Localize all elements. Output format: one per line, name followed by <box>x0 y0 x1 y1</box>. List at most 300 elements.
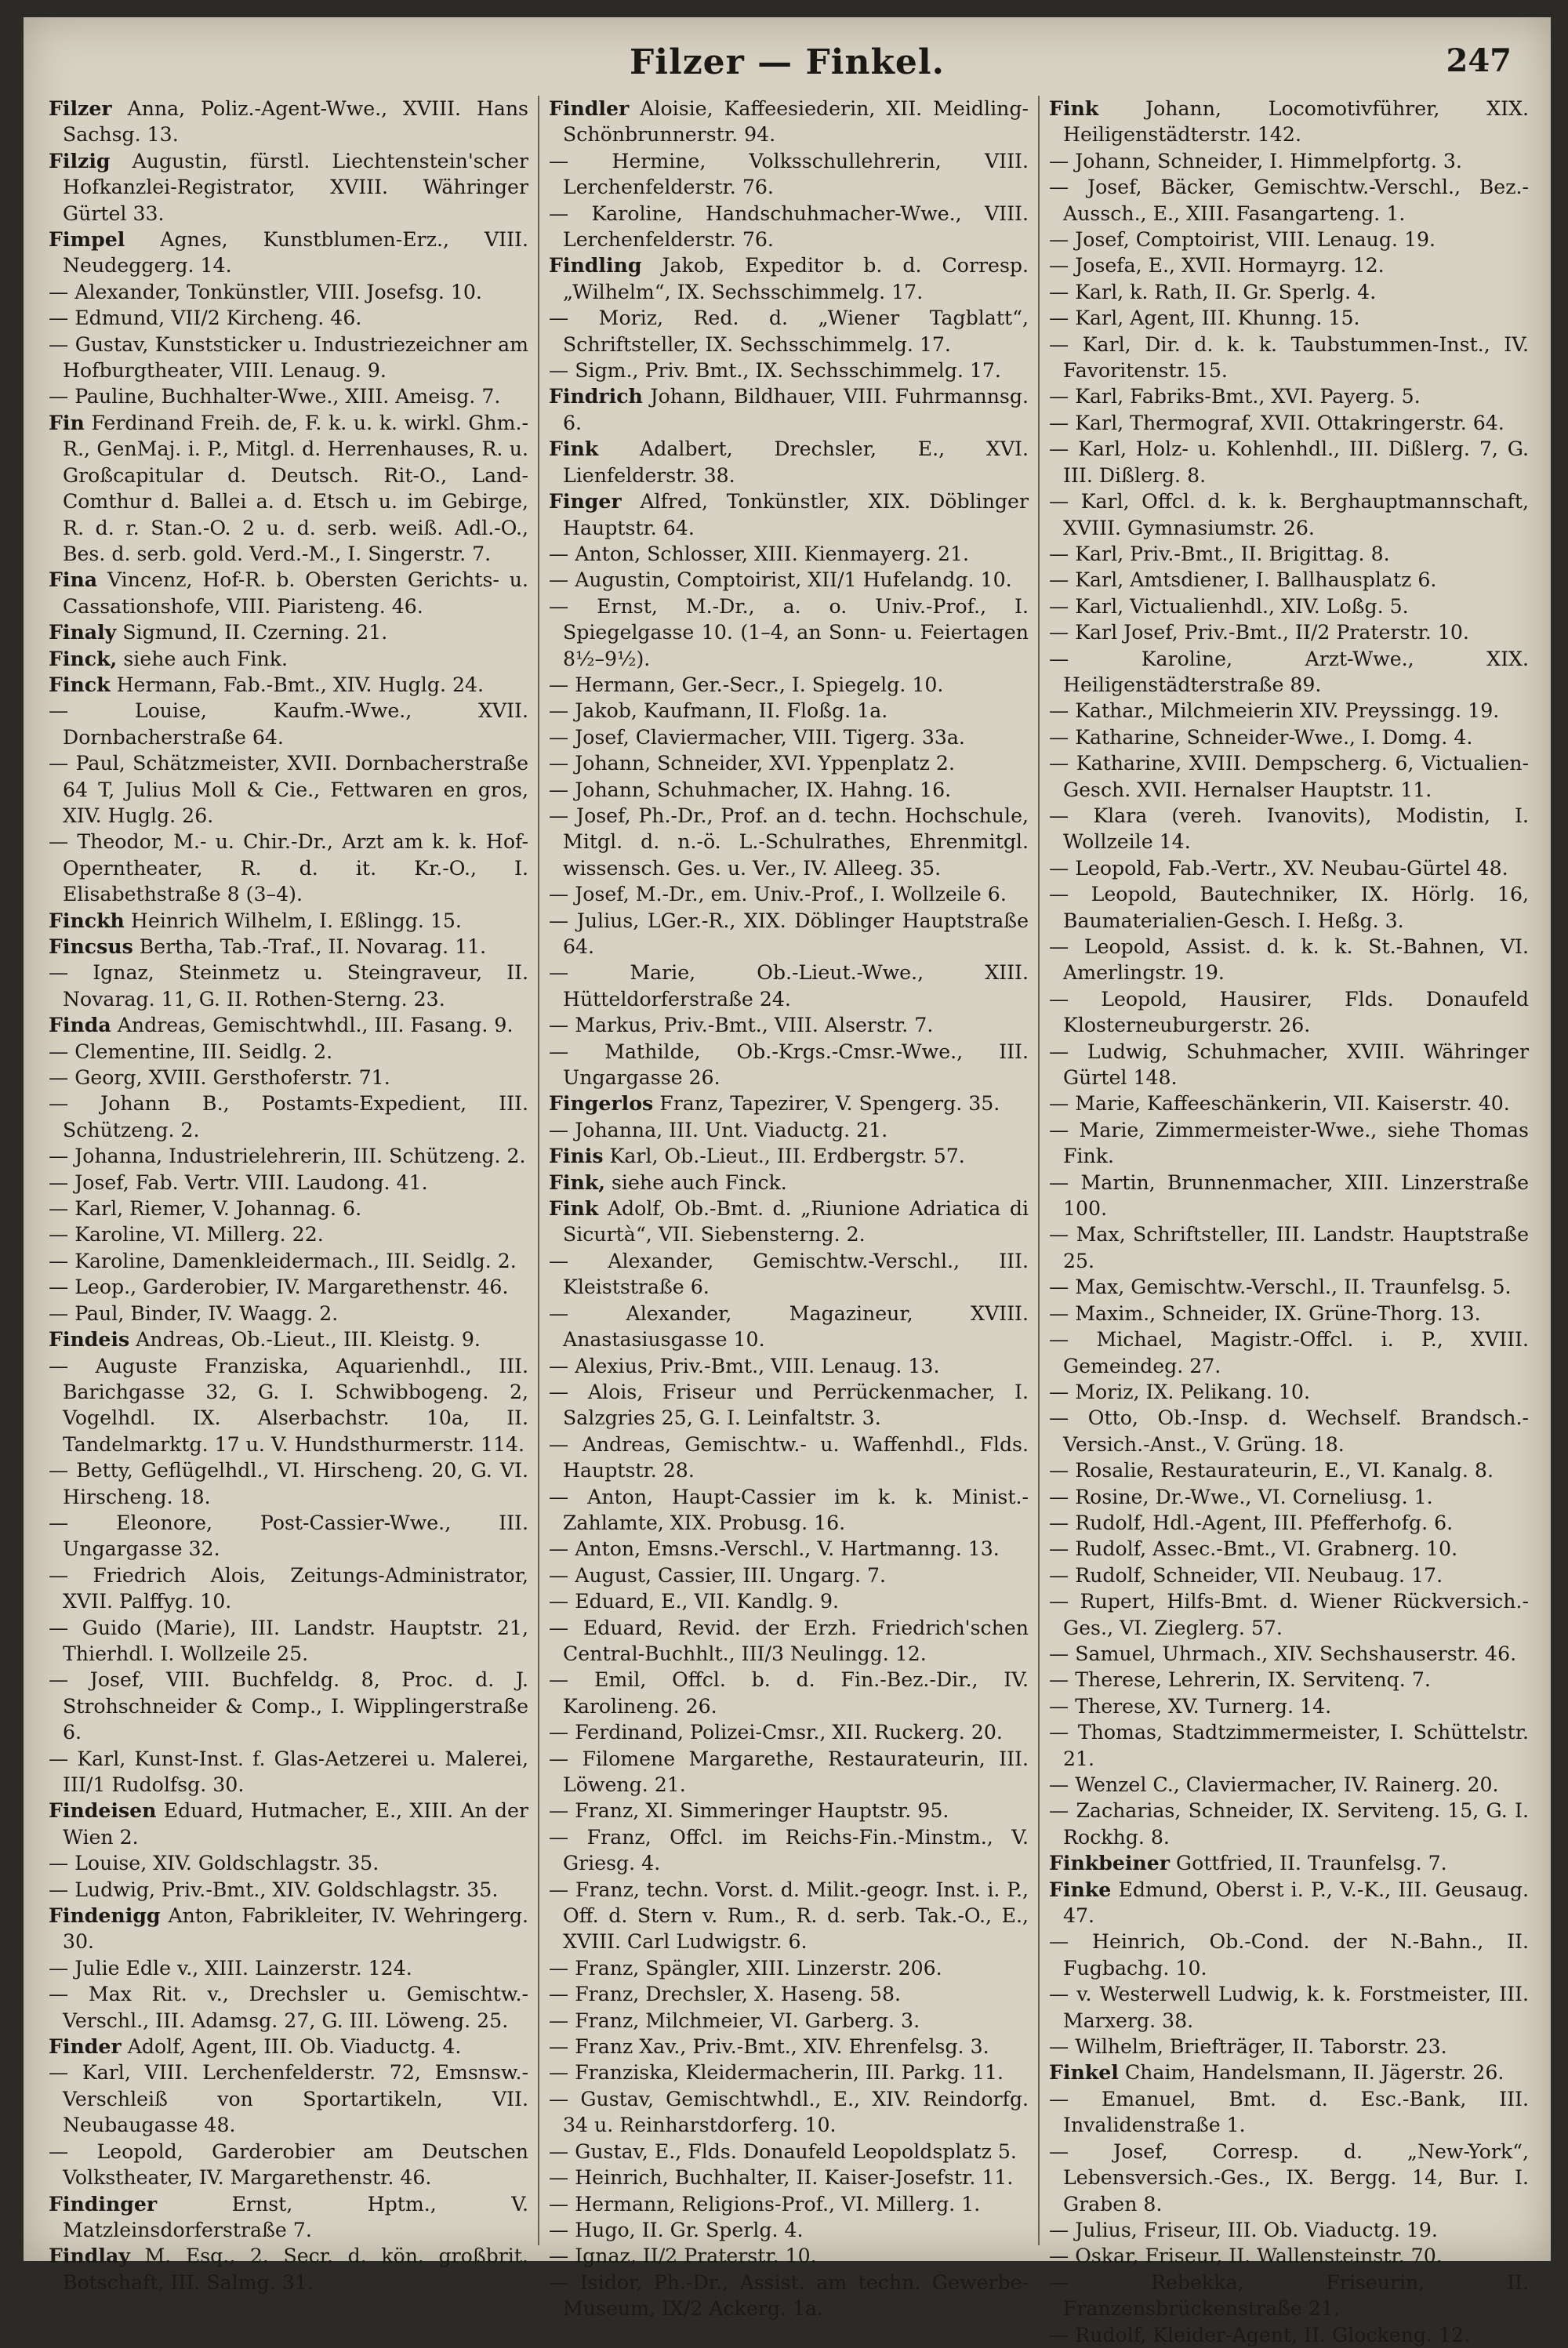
directory-entry <box>1049 1484 1529 1510</box>
directory-entry <box>1049 1170 1529 1222</box>
entry-text: Agnes, Kunstblumen-Erz., VIII. Neudeggerg. 14. <box>63 228 528 278</box>
directory-entry <box>1049 1850 1529 1876</box>
directory-entry <box>549 2243 1029 2269</box>
directory-entry <box>1049 698 1529 724</box>
entry-text: Zacharias, Schneider, IX. Serviteng. 15, G. I. Rockhg. 8. <box>1063 1799 1529 1849</box>
directory-entry <box>1049 1798 1529 1850</box>
directory-entry <box>549 1039 1029 1091</box>
entry-text: Karl, Agent, III. Khunng. 15. <box>1075 307 1360 330</box>
entry-surname: Finaly <box>49 620 117 644</box>
entry-text: Karoline, Damenkleidermach., III. Seidlg. 2. <box>74 1249 517 1272</box>
directory-entry <box>49 1562 528 1615</box>
entry-text: Sigmund, II. Czerning. 21. <box>122 621 388 644</box>
entry-surname: Fina <box>49 568 98 592</box>
entry-text: Andreas, Gemischtwhdl., III. Fasang. 9. <box>117 1014 514 1037</box>
entry-text: Marie, Zimmermeister-Wwe., siehe Thomas Fink. <box>1063 1118 1529 1168</box>
directory-entry <box>49 829 528 907</box>
directory-entry <box>549 2059 1029 2085</box>
directory-entry <box>549 750 1029 776</box>
directory-entry <box>49 1039 528 1065</box>
entry-text: Wilhelm, Briefträger, II. Taborstr. 23. <box>1075 2035 1447 2059</box>
directory-entry <box>1049 148 1529 174</box>
entry-text: Karoline, VI. Millerg. 22. <box>74 1223 324 1247</box>
directory-entry <box>549 488 1029 541</box>
directory-entry <box>49 1170 528 1196</box>
entry-text: Max Rit. v., Drechsler u. Gemischtw.-Verschl., III. Adamsg. 27, G. III. Löweng. 25. <box>63 1983 528 2032</box>
directory-entry <box>549 1432 1029 1484</box>
directory-entry <box>49 96 528 148</box>
entry-text: Julius, LGer.-R., XIX. Döblinger Hauptstraße 64. <box>563 909 1029 958</box>
entry-text: Heinrich Wilhelm, I. Eßlingg. 15. <box>130 909 462 932</box>
entry-text: Max, Schriftsteller, III. Landstr. Hauptstraße 25. <box>1063 1223 1529 1272</box>
directory-entry <box>1049 1274 1529 1300</box>
entry-text: Paul, Schätzmeister, XVII. Dornbacherstraße 64 T, Julius Moll & Cie., Fettwaren en gros, XIV. Huglg. 26. <box>63 752 528 827</box>
directory-entry <box>549 2191 1029 2217</box>
entry-text: Karl, Offcl. d. k. k. Berghauptmannschaft, XVIII. Gymnasiumstr. 26. <box>1063 490 1529 539</box>
entry-text: Moriz, Red. d. „Wiener Tagblatt“, Schriftsteller, IX. Sechsschimmelg. 17. <box>563 307 1029 356</box>
entry-text: Katharine, Schneider-Wwe., I. Domg. 4. <box>1075 725 1473 749</box>
entry-surname: Finger <box>549 489 622 514</box>
directory-entry <box>49 410 528 567</box>
directory-entry <box>549 908 1029 960</box>
directory-entry <box>49 1091 528 1143</box>
directory-entry <box>549 357 1029 383</box>
directory-entry <box>1049 1981 1529 2034</box>
directory-entry <box>49 1457 528 1510</box>
entry-text: Max, Gemischtw.-Verschl., II. Traunfelsg. 5. <box>1075 1276 1512 1299</box>
directory-entry <box>49 148 528 227</box>
entry-text: Karl, Amtsdiener, I. Ballhausplatz 6. <box>1075 568 1437 592</box>
entry-text: Hermann, Religions-Prof., VI. Millerg. 1. <box>575 2192 981 2216</box>
entry-text: Rudolf, Hdl.-Agent, III. Pfefferhofg. 6. <box>1075 1511 1454 1534</box>
entry-surname: Finck, <box>49 646 118 670</box>
entry-text: Karl Josef, Priv.-Bmt., II/2 Praterstr. 10. <box>1075 621 1469 644</box>
entry-text: Alexander, Gemischtw.-Verschl., III. Kleiststraße 6. <box>563 1249 1029 1299</box>
entry-text: Leop., Garderobier, IV. Margarethenstr. 46. <box>74 1276 509 1299</box>
entry-text: Johann, Bildhauer, VIII. Fuhrmannsg. 6. <box>563 385 1029 434</box>
entry-surname: Findinger <box>49 2191 158 2216</box>
entry-surname: Findrich <box>549 384 643 408</box>
directory-entry <box>49 332 528 384</box>
entry-text: M. Esq., 2. Secr. d. kön. großbrit. Botschaft, III. Salmg. 31. <box>63 2245 528 2294</box>
directory-entry <box>1049 1719 1529 1772</box>
entry-text: Ludwig, Priv.-Bmt., XIV. Goldschlagstr. 35. <box>74 1878 499 1901</box>
entry-text: Rebekka, Friseurin, II. Franzensbrückenstraße 21. <box>1063 2270 1529 2321</box>
directory-entry <box>49 1221 528 1247</box>
entry-text: Karl, Holz- u. Kohlenhdl., III. Dißlerg. 7, G. III. Dißlerg. 8. <box>1063 437 1529 487</box>
entry-surname: Fingerlos <box>549 1091 654 1116</box>
directory-entry <box>549 201 1029 253</box>
entry-text: Josef, Comptoirist, VIII. Lenaug. 19. <box>1075 228 1436 252</box>
entry-text: Rudolf, Schneider, VII. Neubaug. 17. <box>1075 1563 1443 1587</box>
directory-entry <box>1049 2139 1529 2217</box>
directory-entry <box>549 1484 1029 1537</box>
directory-entry <box>49 1798 528 1850</box>
entry-surname: Fimpel <box>49 227 125 252</box>
entry-text: Karl, Priv.-Bmt., II. Brigittag. 8. <box>1075 542 1390 565</box>
entry-surname: Finckh <box>49 908 125 932</box>
entry-text: Isidor, Ph.-Dr., Assist. am techn. Gewerbe-Museum, IX/2 Ackerg. 1a. <box>563 2270 1029 2321</box>
entry-text: Theodor, M.- u. Chir.-Dr., Arzt am k. k. Hof-Operntheater, R. d. it. Kr.-O., I. Elisabethstraße 8 (3–4). <box>63 830 528 906</box>
entry-text: Karl, Ob.-Lieut., III. Erdbergstr. 57. <box>609 1145 965 1168</box>
entry-text: Josef, Corresp. d. „New-York“, Lebensversich.-Ges., IX. Bergg. 14, Bur. I. Graben 8. <box>1063 2139 1529 2216</box>
directory-entry <box>1049 2270 1529 2322</box>
directory-entry <box>1049 1641 1529 1667</box>
entry-text: Josef, Bäcker, Gemischtw.-Verschl., Bez.-Aussch., E., XIII. Fasangarteng. 1. <box>1063 176 1529 225</box>
entry-text: Karl, k. Rath, II. Gr. Sperlg. 4. <box>1075 280 1377 303</box>
directory-entry <box>1049 1457 1529 1483</box>
directory-entry <box>49 1850 528 1876</box>
directory-entry <box>49 619 528 645</box>
entry-text: Franziska, Kleidermacherin, III. Parkg. 11. <box>575 2061 1004 2085</box>
directory-entry <box>549 698 1029 724</box>
entry-text: Karoline, Arzt-Wwe., XIX. Heiligenstädterstraße 89. <box>1063 647 1529 696</box>
entry-text: Therese, XV. Turnerg. 14. <box>1075 1694 1332 1718</box>
directory-entry <box>549 96 1029 148</box>
directory-entry <box>49 1877 528 1903</box>
directory-entry <box>1049 1221 1529 1274</box>
directory-entry <box>549 2165 1029 2190</box>
entry-text: Karl, Riemer, V. Johannag. 6. <box>74 1197 362 1221</box>
directory-entry <box>549 1012 1029 1038</box>
column-right <box>1040 96 1538 2346</box>
directory-entry <box>549 1301 1029 1353</box>
directory-entry <box>549 383 1029 436</box>
entry-surname: Finder <box>49 2034 122 2059</box>
entry-text: Ferdinand Freih. de, F. k. u. k. wirkl. Ghm.-R., GenMaj. i. P., Mitgl. d. Herrenhauses, R. u. Großcapitular d. Deutsch. Rit-O., Land-Comthur d. Ballei a. d. Etsch u. im Gebirge, R. d. r. Stan.-O. 2 u. d. serb. weiß. Adl.-O., Bes. d. serb. gold. Verd.-M., I. Singerstr. 7. <box>63 411 528 565</box>
entry-text: Alexander, Tonkünstler, VIII. Josefsg. 10. <box>74 280 482 303</box>
directory-entry <box>1049 803 1529 855</box>
directory-entry <box>1049 227 1529 252</box>
directory-entry <box>49 1301 528 1326</box>
entry-text: Leopold, Assist. d. k. k. St.-Bahnen, VI. Amerlingstr. 19. <box>1063 935 1529 985</box>
entry-text: Ernst, Hptm., V. Matzleinsdorferstraße 7. <box>63 2192 528 2241</box>
entry-text: Josefa, E., XVII. Hormayrg. 12. <box>1075 254 1385 278</box>
entry-text: Mathilde, Ob.-Krgs.-Cmsr.-Wwe., III. Ungargasse 26. <box>563 1040 1029 1090</box>
entry-text: Karl, Kunst-Inst. f. Glas-Aetzerei u. Malerei, III/1 Rudolfsg. 30. <box>63 1747 528 1796</box>
directory-entry <box>1049 1693 1529 1719</box>
directory-entry <box>1049 410 1529 436</box>
entry-text: Adalbert, Drechsler, E., XVI. Lienfelderstr. 38. <box>563 437 1029 487</box>
entry-text: Martin, Brunnenmacher, XIII. Linzerstraße 100. <box>1063 1170 1529 1221</box>
running-title: Filzer — Finkel. <box>630 42 945 82</box>
entry-text: Franz, Spängler, XIII. Linzerstr. 206. <box>575 1956 942 1980</box>
entry-text: Guido (Marie), III. Landstr. Hauptstr. 21, Thierhdl. I. Wollzeile 25. <box>63 1616 528 1665</box>
directory-entry <box>1049 934 1529 986</box>
directory-entry <box>49 750 528 829</box>
directory-entry <box>49 1143 528 1169</box>
directory-entry <box>49 227 528 279</box>
entry-text: Otto, Ob.-Insp. d. Wechself. Brandsch.-Versich.-Anst., V. Grüng. 18. <box>1063 1406 1529 1456</box>
directory-entry <box>49 1065 528 1091</box>
entry-text: Eleonore, Post-Cassier-Wwe., III. Ungargasse 32. <box>63 1511 528 1561</box>
entry-text: Julius, Friseur, III. Ob. Viaductg. 19. <box>1075 2218 1438 2241</box>
entry-text: Aloisie, Kaffeesiederin, XII. Meidling-Schönbrunnerstr. 94. <box>563 97 1029 147</box>
directory-entry <box>1049 567 1529 593</box>
entry-text: Franz, XI. Simmeringer Hauptstr. 95. <box>575 1799 949 1823</box>
entry-text: Heinrich, Buchhalter, II. Kaiser-Josefstr. 11. <box>575 2166 1014 2190</box>
directory-entry <box>549 1379 1029 1432</box>
entry-text: Augustin, Comptoirist, XII/1 Hufelandg. 10. <box>575 568 1012 592</box>
directory-entry <box>1049 724 1529 750</box>
entry-text: Oskar, Friseur, II. Wallensteinstr. 70. <box>1075 2245 1443 2268</box>
entry-text: Edmund, Oberst i. P., V.-K., III. Geusaug. 47. <box>1063 1878 1529 1928</box>
entry-text: Hugo, II. Gr. Sperlg. 4. <box>575 2218 804 2241</box>
entry-text: Moriz, IX. Pelikang. 10. <box>1075 1380 1310 1403</box>
entry-surname: Fink <box>1049 96 1099 120</box>
entry-text: Chaim, Handelsmann, II. Jägerstr. 26. <box>1124 2061 1504 2085</box>
entry-text: Johanna, Industrielehrerin, III. Schützeng. 2. <box>74 1145 526 1168</box>
entry-text: Markus, Priv.-Bmt., VIII. Alserstr. 7. <box>575 1014 934 1037</box>
directory-entry <box>1049 986 1529 1039</box>
entry-text: Josef, VIII. Buchfeldg. 8, Proc. d. J. Strohschneider & Comp., I. Wipplingerstraße 6. <box>63 1668 528 1744</box>
directory-entry <box>1049 332 1529 384</box>
column-left <box>39 96 539 2294</box>
directory-entry <box>549 436 1029 488</box>
directory-page <box>24 17 1551 2346</box>
entry-text: Anton, Schlosser, XIII. Kienmayerg. 21. <box>575 542 970 565</box>
entry-text: Paul, Binder, IV. Waagg. 2. <box>74 1301 339 1325</box>
directory-entry <box>1049 541 1529 567</box>
entry-text: Karl, Victualienhdl., XIV. Loßg. 5. <box>1075 594 1409 618</box>
entry-text: Gustav, Gemischtwhdl., E., XIV. Reindorfg. 34 u. Reinharstdorferg. 10. <box>563 2087 1029 2137</box>
directory-entry <box>1049 1301 1529 1326</box>
entry-text: Franz, Offcl. im Reichs-Fin.-Minstm., V. Griesg. 4. <box>563 1825 1029 1875</box>
directory-entry <box>1049 881 1529 934</box>
page-header <box>24 33 1551 88</box>
entry-text: Johann, Schuhmacher, IX. Hahng. 16. <box>575 778 952 801</box>
directory-entry <box>1049 2086 1529 2139</box>
entry-text: Klara (vereh. Ivanovits), Modistin, I. Wollzeile 14. <box>1063 804 1530 854</box>
entry-text: Hermann, Ger.-Secr., I. Spiegelg. 10. <box>575 673 944 696</box>
entry-text: Julie Edle v., XIII. Lainzerstr. 124. <box>74 1956 412 1980</box>
entry-surname: Findenigg <box>49 1903 161 1928</box>
entry-text: Anton, Haupt-Cassier im k. k. Minist.-Zahlamte, XIX. Probusg. 16. <box>563 1485 1029 1534</box>
entry-surname: Filzer <box>49 96 112 120</box>
entry-surname: Findeisen <box>49 1798 157 1823</box>
entry-surname: Fin <box>49 410 85 434</box>
entry-text: siehe auch Fink. <box>123 647 288 670</box>
entry-text: siehe auch Finck. <box>612 1170 787 1194</box>
directory-entry <box>1049 1929 1529 1981</box>
entry-text: Franz, Drechsler, X. Haseng. 58. <box>575 1983 902 2006</box>
directory-entry <box>1049 1772 1529 1798</box>
directory-entry <box>49 1274 528 1300</box>
entry-text: Leopold, Hausirer, Flds. Donaufeld Klosterneuburgerstr. 26. <box>1063 987 1529 1037</box>
directory-entry <box>549 1248 1029 1301</box>
entry-text: Karl, VIII. Lerchenfelderstr. 72, Emsnsw.-Verschleiß von Sportartikeln, VII. Neubaugasse 48. <box>63 2061 528 2137</box>
directory-entry <box>1049 1510 1529 1536</box>
entry-text: Rosine, Dr.-Wwe., VI. Corneliusg. 1. <box>1075 1485 1433 1508</box>
directory-entry <box>49 1746 528 1798</box>
directory-entry <box>1049 1379 1529 1405</box>
directory-entry <box>49 908 528 934</box>
directory-entry <box>549 1955 1029 1981</box>
entry-text: Gustav, E., Flds. Donaufeld Leopoldsplatz 5. <box>575 2139 1017 2163</box>
entry-text: Clementine, III. Seidlg. 2. <box>74 1040 333 1063</box>
directory-entry <box>1049 619 1529 645</box>
directory-entry <box>549 2086 1029 2139</box>
entry-text: Rupert, Hilfs-Bmt. d. Wiener Rückversich.-Ges., VI. Zieglerg. 57. <box>1063 1590 1530 1639</box>
directory-entry <box>49 1326 528 1352</box>
entry-text: Leopold, Fab.-Vertr., XV. Neubau-Gürtel 48. <box>1075 856 1508 880</box>
directory-entry <box>1049 252 1529 278</box>
entry-text: Wenzel C., Claviermacher, IV. Rainerg. 20. <box>1075 1773 1499 1796</box>
entry-text: Filomene Margarethe, Restaurateurin, III. Löweng. 21. <box>563 1747 1029 1796</box>
entry-text: Kathar., Milchmeierin XIV. Preyssingg. 19. <box>1075 699 1500 723</box>
entry-surname: Findlay <box>49 2244 130 2268</box>
entry-text: Franz, Milchmeier, VI. Garberg. 3. <box>575 2009 920 2032</box>
entry-text: Pauline, Buchhalter-Wwe., XIII. Ameisg. 7. <box>74 385 501 408</box>
entry-text: Bertha, Tab.-Traf., II. Novarag. 11. <box>139 935 487 958</box>
directory-entry <box>549 1824 1029 1877</box>
directory-entry <box>549 960 1029 1012</box>
directory-entry <box>1049 2217 1529 2243</box>
entry-surname: Fincsus <box>49 934 133 958</box>
entry-text: Katharine, XVIII. Dempscherg. 6, Victualien-Gesch. XVII. Hernalser Hauptstr. 11. <box>1063 752 1529 801</box>
entry-text: Johann, Schneider, XVI. Yppenplatz 2. <box>575 752 955 775</box>
directory-entry <box>49 383 528 409</box>
entry-text: Auguste Franziska, Aquarienhdl., III. Barichgasse 32, G. I. Schwibbogeng. 2, Vogelhdl. IX. Alserbachstr. 10a, II. Tandelmarktg. 17 u. V. Hundsthurmerstr. 114. <box>63 1354 528 1456</box>
entry-text: Karl, Thermograf, XVII. Ottakringerstr. 64. <box>1075 411 1504 434</box>
entry-text: Ignaz, II/2 Praterstr. 10. <box>575 2245 817 2268</box>
directory-entry <box>549 305 1029 357</box>
directory-entry <box>549 777 1029 803</box>
entry-text: Louise, Kaufm.-Wwe., XVII. Dornbacherstraße 64. <box>63 699 528 749</box>
directory-entry <box>549 2034 1029 2059</box>
directory-entry <box>1049 1562 1529 1588</box>
entry-text: Anna, Poliz.-Agent-Wwe., XVIII. Hans Sachsg. 13. <box>63 97 528 147</box>
directory-entry <box>49 960 528 1012</box>
entry-text: Friedrich Alois, Zeitungs-Administrator, XVII. Palffyg. 10. <box>63 1563 528 1613</box>
entry-text: Karoline, Handschuhmacher-Wwe., VIII. Lerchenfelderstr. 76. <box>563 201 1029 252</box>
directory-entry <box>549 724 1029 750</box>
directory-entry <box>549 1877 1029 1955</box>
directory-entry <box>549 1562 1029 1588</box>
directory-entry <box>1049 96 1529 148</box>
entry-text: Alexander, Magazineur, XVIII. Anastasiusgasse 10. <box>563 1301 1029 1352</box>
directory-entry <box>549 672 1029 698</box>
directory-entry <box>549 803 1029 881</box>
entry-text: Josef, Claviermacher, VIII. Tigerg. 33a. <box>575 725 965 749</box>
entry-text: Georg, XVIII. Gersthoferstr. 71. <box>74 1066 390 1090</box>
directory-entry <box>549 593 1029 672</box>
directory-entry <box>549 1746 1029 1798</box>
directory-entry <box>49 1955 528 1981</box>
directory-entry <box>49 2034 528 2059</box>
entry-text: Leopold, Bautechniker, IX. Hörlg. 16, Baumaterialien-Gesch. I. Heßg. 3. <box>1063 883 1529 932</box>
entry-text: Josef, Ph.-Dr., Prof. an d. techn. Hochschule, Mitgl. d. n.-ö. L.-Schulrathes, Ehrenmitgl. wissensch. Ges. u. Ver., IV. Alleeg. 35. <box>563 804 1029 880</box>
page-number: 247 <box>1446 42 1512 79</box>
entry-text: Sigm., Priv. Bmt., IX. Sechsschimmelg. 17. <box>575 359 1001 383</box>
directory-entry <box>1049 1536 1529 1562</box>
column-middle <box>539 96 1040 2321</box>
entry-text: Samuel, Uhrmach., XIV. Sechshauserstr. 46. <box>1075 1642 1517 1665</box>
directory-entry <box>49 2059 528 2138</box>
entry-text: Anton, Fabrikleiter, IV. Wehringerg. 30. <box>63 1904 528 1954</box>
entry-surname: Findeis <box>49 1327 130 1352</box>
directory-entry <box>1049 305 1529 331</box>
directory-entry <box>1049 1667 1529 1693</box>
directory-entry <box>49 1196 528 1221</box>
directory-entry <box>1049 855 1529 881</box>
entry-text: Johann B., Postamts-Expedient, III. Schützeng. 2. <box>63 1092 528 1141</box>
directory-entry <box>549 541 1029 567</box>
entry-text: Johanna, III. Unt. Viaductg. 21. <box>575 1118 888 1141</box>
entry-text: Andreas, Ob.-Lieut., III. Kleistg. 9. <box>136 1328 481 1352</box>
directory-entry <box>1049 2034 1529 2059</box>
directory-entry <box>549 1719 1029 1745</box>
directory-entry <box>49 1248 528 1274</box>
directory-entry <box>1049 383 1529 409</box>
entry-text: Edmund, VII/2 Kircheng. 46. <box>74 307 362 330</box>
entry-surname: Findler <box>549 96 630 120</box>
directory-entry <box>549 567 1029 593</box>
entry-text: Hermann, Fab.-Bmt., XIV. Huglg. 24. <box>116 673 485 696</box>
directory-entry <box>549 148 1029 201</box>
entry-text: Franz, Tapezirer, V. Spengerg. 35. <box>659 1092 1000 1116</box>
directory-entry <box>49 2243 528 2295</box>
directory-entry <box>49 1981 528 2034</box>
entry-text: v. Westerwell Ludwig, k. k. Forstmeister, III. Marxerg. 38. <box>1063 1983 1529 2032</box>
directory-entry <box>1049 646 1529 699</box>
directory-entry <box>1049 488 1529 541</box>
directory-entry <box>49 1510 528 1562</box>
directory-entry <box>549 1117 1029 1143</box>
directory-entry <box>1049 750 1529 803</box>
directory-entry <box>549 1981 1029 2007</box>
directory-entry <box>549 1196 1029 1248</box>
directory-entry <box>49 567 528 619</box>
entry-text: Karl, Dir. d. k. k. Taubstummen-Inst., IV. Favoritenstr. 15. <box>1063 332 1529 383</box>
entry-text: Josef, Fab. Vertr. VIII. Laudong. 41. <box>74 1170 428 1194</box>
directory-entry <box>1049 593 1529 619</box>
directory-entry <box>1049 1326 1529 1379</box>
directory-entry <box>549 1798 1029 1824</box>
entry-text: Vincenz, Hof-R. b. Obersten Gerichts- u. Cassationshofe, VIII. Piaristeng. 46. <box>63 568 528 618</box>
entry-text: Johann, Locomotivführer, XIX. Heiligenstädterstr. 142. <box>1063 97 1530 147</box>
entry-text: Adolf, Ob.-Bmt. d. „Riunione Adriatica di Sicurtà“, VII. Siebensterng. 2. <box>563 1197 1029 1247</box>
entry-surname: Findling <box>549 253 642 278</box>
directory-entry <box>549 1536 1029 1562</box>
entry-text: Michael, Magistr.-Offcl. i. P., XVIII. Gemeindeg. 27. <box>1063 1328 1529 1377</box>
directory-entry <box>1049 2059 1529 2085</box>
directory-entry <box>1049 1039 1529 1091</box>
directory-entry <box>49 279 528 305</box>
directory-entry <box>1049 2322 1529 2348</box>
entry-text: Josef, M.-Dr., em. Univ.-Prof., I. Wollzeile 6. <box>575 883 1007 906</box>
directory-entry <box>49 698 528 750</box>
directory-entry <box>49 305 528 331</box>
entry-text: Rosalie, Restaurateurin, E., VI. Kanalg. 8. <box>1075 1459 1494 1482</box>
directory-entry <box>49 672 528 698</box>
directory-entry <box>1049 1117 1529 1170</box>
directory-entry <box>549 1170 1029 1196</box>
directory-entry <box>1049 1877 1529 1929</box>
directory-entry <box>49 1615 528 1668</box>
entry-text: Andreas, Gemischtw.- u. Waffenhdl., Flds. Hauptstr. 28. <box>563 1432 1029 1482</box>
entry-text: Johann, Schneider, I. Himmelpfortg. 3. <box>1075 149 1462 172</box>
entry-surname: Finck <box>49 672 111 696</box>
entry-text: Rudolf, Assec.-Bmt., VI. Grabnerg. 10. <box>1075 1537 1458 1561</box>
entry-text: Emanuel, Bmt. d. Esc.-Bank, III. Invalidenstraße 1. <box>1063 2087 1529 2137</box>
directory-entry <box>1049 1405 1529 1457</box>
entry-text: Gustav, Kunststicker u. Industriezeichner am Hofburgtheater, VIII. Lenaug. 9. <box>63 332 528 383</box>
entry-text: Betty, Geflügelhdl., VI. Hirscheng. 20, G. VI. Hirscheng. 18. <box>63 1459 528 1508</box>
directory-entry <box>49 646 528 672</box>
directory-entry <box>549 1091 1029 1116</box>
entry-surname: Finkel <box>1049 2060 1119 2085</box>
